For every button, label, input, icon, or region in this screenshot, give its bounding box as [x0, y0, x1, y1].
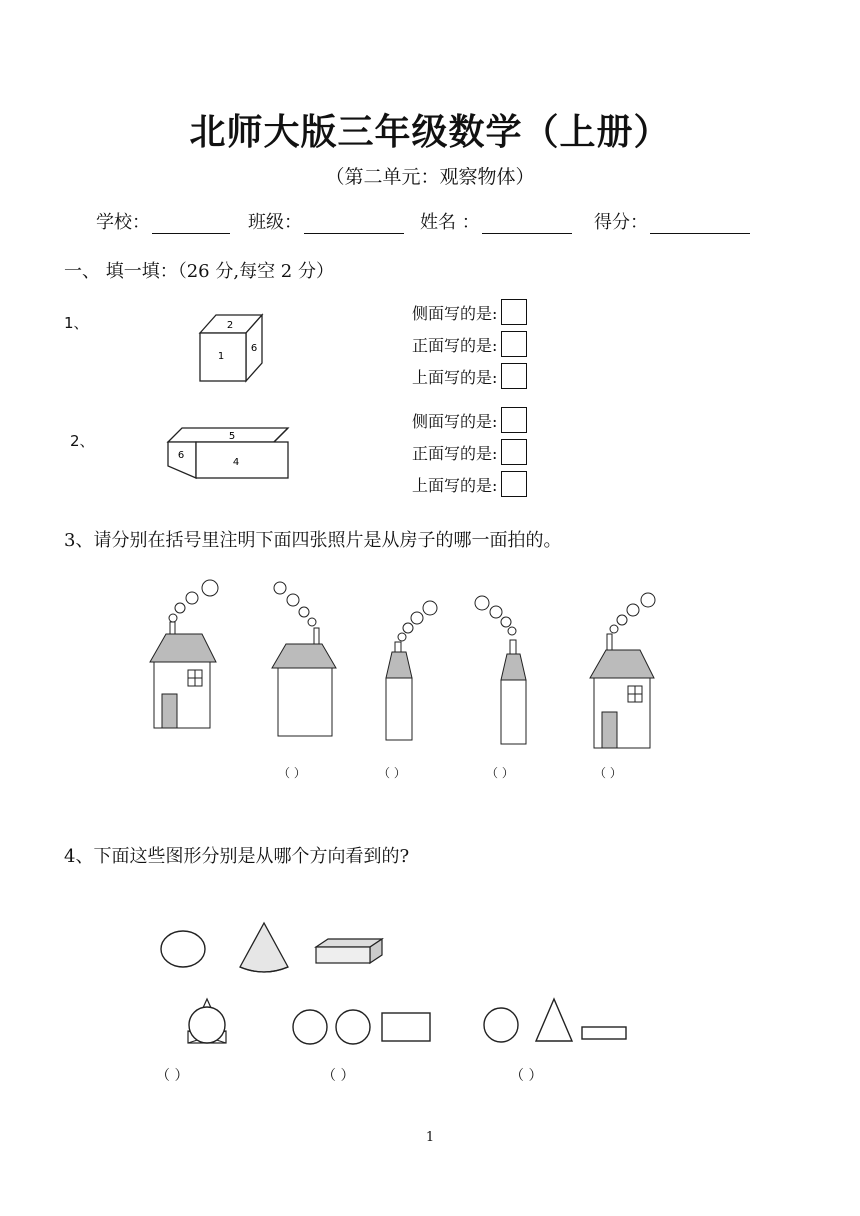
q2-row-top-label: 上面写的是: [412, 475, 498, 495]
q3-question: 3、请分别在括号里注明下面四张照片是从房子的哪一面拍的。 [64, 530, 562, 551]
q2-row-side-label: 侧面写的是: [412, 411, 498, 431]
section-heading: 一、 填一填：（26 分,每空 2 分） [64, 261, 334, 282]
cuboid-front-number: 4 [232, 457, 240, 468]
box-shape [316, 939, 382, 963]
q2-row-front-label: 正面写的是: [412, 443, 498, 463]
q1-row-side-label: 侧面写的是: [412, 303, 498, 323]
name-field [420, 208, 572, 234]
q4-answer-2[interactable]: （ ） [322, 1068, 355, 1084]
q2-number: 2、 [70, 432, 95, 450]
q1-top-answer-box[interactable] [501, 363, 527, 389]
ball-shape [161, 931, 205, 967]
score-field [594, 208, 750, 234]
q2-top-answer-box[interactable] [501, 471, 527, 497]
cube-top-number: 2 [226, 320, 234, 331]
view-group-1 [188, 999, 226, 1043]
house-5 [590, 593, 655, 748]
q3-answer-2[interactable]: （ ） [378, 766, 406, 780]
name-label: 姓名 ： [420, 212, 480, 233]
page-number: 1 [425, 1130, 435, 1145]
score-blank[interactable] [650, 213, 750, 234]
q1-side-answer-box[interactable] [501, 299, 527, 325]
q1-row-side [412, 296, 527, 328]
q4-question: 4、下面这些图形分别是从哪个方向看到的? [64, 846, 410, 867]
q1-row-top [412, 360, 527, 392]
q2-front-answer-box[interactable] [501, 439, 527, 465]
house-2 [272, 582, 336, 736]
cube-side-number: 6 [250, 343, 258, 354]
page-subtitle: （第二单元：观察物体） [325, 166, 535, 188]
school-field [96, 208, 230, 234]
cuboid-side-number: 6 [177, 450, 185, 461]
solids-figure [150, 915, 640, 1055]
q4-answer-3[interactable]: （ ） [510, 1068, 543, 1084]
school-label: 学校： [96, 212, 150, 233]
q2-row-side [412, 404, 527, 436]
page-title: 北师大版三年级数学（上册） [189, 112, 671, 153]
q2-row-front [412, 436, 527, 468]
name-blank[interactable] [482, 213, 572, 234]
cube-figure [190, 305, 270, 385]
q3-answer-1[interactable]: （ ） [278, 766, 306, 780]
view-group-2 [293, 1010, 430, 1044]
cuboid-figure [160, 420, 295, 485]
q1-front-answer-box[interactable] [501, 331, 527, 357]
q2-side-answer-box[interactable] [501, 407, 527, 433]
cuboid-top-number: 5 [228, 431, 236, 442]
q1-number: 1、 [64, 314, 89, 332]
class-field [248, 208, 404, 234]
school-blank[interactable] [152, 213, 230, 234]
class-label: 班级： [248, 212, 302, 233]
q1-answer-rows [412, 296, 527, 392]
cube-front-number: 1 [217, 351, 225, 362]
q3-answer-3[interactable]: （ ） [486, 766, 514, 780]
class-blank[interactable] [304, 213, 404, 234]
house-4 [475, 596, 526, 744]
view-group-3 [484, 999, 626, 1042]
q2-row-top [412, 468, 527, 500]
cone-shape [240, 923, 288, 972]
q1-row-front-label: 正面写的是: [412, 335, 498, 355]
q2-answer-rows [412, 404, 527, 500]
q1-row-top-label: 上面写的是: [412, 367, 498, 387]
q4-answer-1[interactable]: （ ） [156, 1068, 189, 1084]
houses-figure [140, 570, 680, 760]
score-label: 得分： [594, 212, 648, 233]
house-3 [386, 601, 437, 740]
q3-answer-4[interactable]: （ ） [594, 766, 622, 780]
q1-row-front [412, 328, 527, 360]
house-1 [150, 580, 218, 728]
